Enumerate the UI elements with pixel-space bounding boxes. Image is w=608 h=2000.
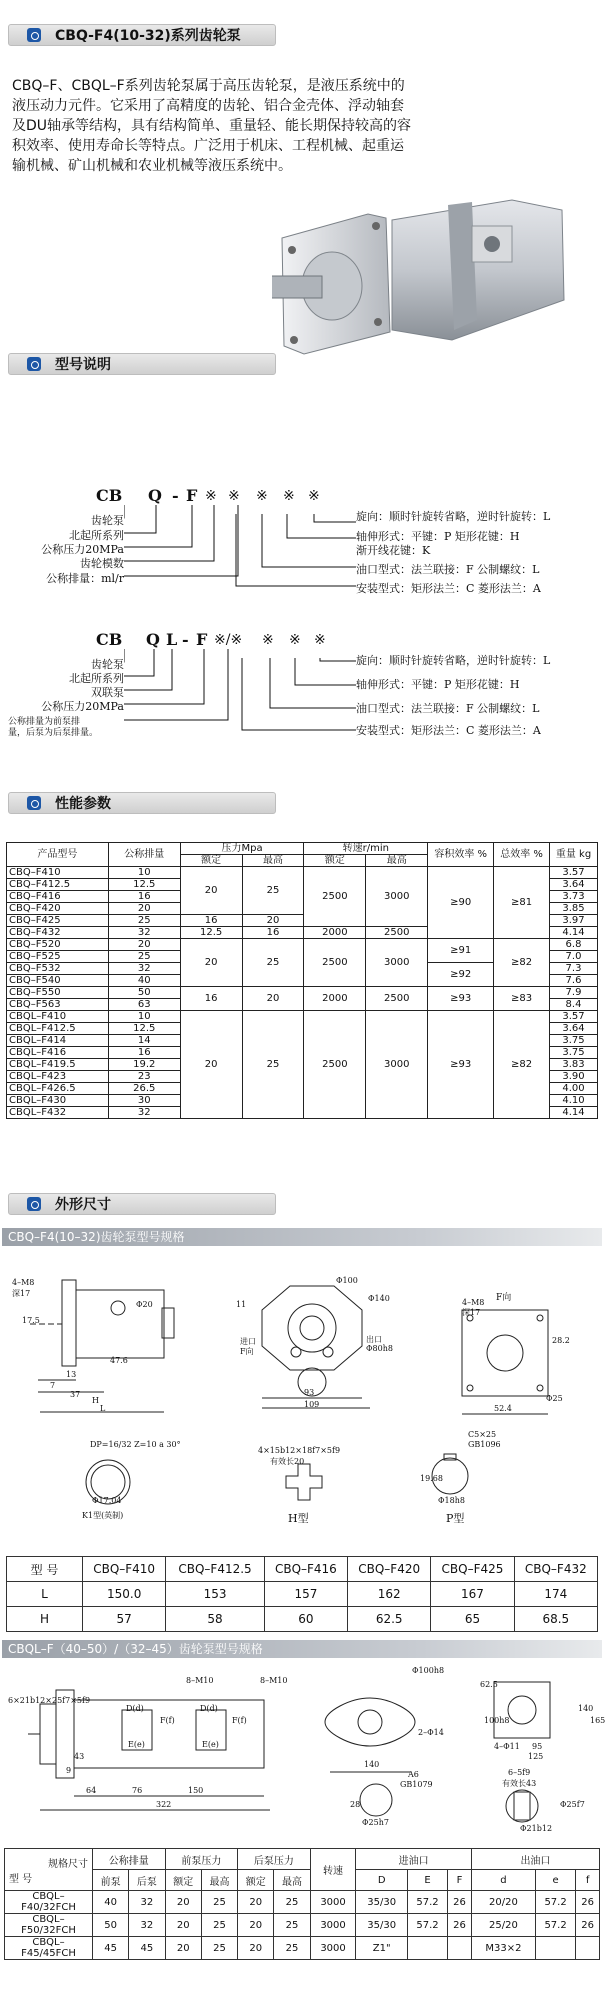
cell-h: 57 — [83, 1607, 166, 1632]
dimension-label: 9 — [66, 1766, 72, 1775]
cell-weight: 3.90 — [550, 1071, 598, 1083]
dimension-label: P型 — [446, 1512, 465, 1525]
dimension-label: 47.6 — [110, 1356, 128, 1365]
dimension-label: Φ20 — [136, 1300, 153, 1309]
section-title: CBQ-F4(10-32)系列齿轮泵 — [55, 28, 241, 44]
cell-tot: ≥82 — [494, 939, 550, 987]
dimension-label: 322 — [156, 1800, 172, 1809]
header-outlet: 出油口 — [471, 1849, 599, 1870]
dimension-label: 28.2 — [552, 1336, 570, 1345]
section-header-dimensions — [8, 1193, 276, 1215]
dimension-label: 37 — [70, 1390, 81, 1399]
cell-model: CBQL–F432 — [7, 1107, 109, 1119]
dimension-label: 140 — [364, 1760, 380, 1769]
cell-rated: 12.5 — [180, 927, 242, 939]
cell-disp: 30 — [108, 1095, 180, 1107]
header-col: CBQ–F425 — [431, 1557, 514, 1582]
header-speed: 转速 — [310, 1849, 356, 1891]
cell-l: 162 — [348, 1582, 431, 1607]
header-rear-pressure: 后泵压力 — [238, 1849, 311, 1870]
dimension-label: Φ80h8 — [366, 1344, 393, 1353]
dimension-label: Φ100h8 — [412, 1666, 445, 1675]
dimension-label: GB1079 — [400, 1780, 433, 1789]
cell-disp: 20 — [108, 903, 180, 915]
dimension-label: 93 — [304, 1388, 315, 1397]
dimension-label: F向 — [240, 1347, 254, 1356]
header-pressure: 压力Mpa — [180, 843, 304, 855]
cell-weight: 3.85 — [550, 903, 598, 915]
row-label-h: H — [7, 1607, 83, 1632]
cell-model: CBQ–F425 — [7, 915, 109, 927]
right-label: 油口型式：法兰联接：F 公制螺纹：L — [356, 702, 540, 715]
cell-weight: 4.14 — [550, 1107, 598, 1119]
cell-weight: 3.75 — [550, 1035, 598, 1047]
dimension-label: 28 — [350, 1800, 361, 1809]
code-dash: - — [182, 630, 189, 649]
cell-rated: 16 — [180, 987, 242, 1011]
cell-speed-rated: 2000 — [304, 987, 366, 1011]
cell-model: CBQ–F416 — [7, 891, 109, 903]
cell-model: CBQ–F520 — [7, 939, 109, 951]
cell-vol: ≥91 — [428, 939, 494, 963]
dimension-label: 76 — [132, 1786, 143, 1795]
cell-weight: 3.57 — [550, 1011, 598, 1023]
dimension-label: E(e) — [128, 1740, 145, 1749]
header-model: 型 号 — [7, 1557, 83, 1582]
left-label: 北起所系列 — [69, 529, 124, 542]
right-label: 安装型式：矩形法兰：C 菱形法兰：A — [356, 582, 541, 595]
code-q: Q — [146, 630, 160, 649]
left-label: 齿轮泵 — [91, 658, 124, 671]
code-x: ※ — [283, 488, 295, 504]
left-label: 量，后泵为后泵排量。 — [8, 728, 99, 738]
header-max: 最高 — [274, 1870, 310, 1891]
cell-speed-rated: 2500 — [304, 867, 366, 927]
cell-disp: 50 — [108, 987, 180, 999]
header-col: CBQ–F420 — [348, 1557, 431, 1582]
header-disp: 公称排量 — [108, 843, 180, 867]
code-lines-1 — [124, 500, 360, 590]
dimension-label: 8–M10 — [186, 1676, 214, 1685]
right-label: 旋向：顺时针旋转省略，逆时针旋转：L — [356, 654, 551, 667]
header-vol: 容积效率 % — [428, 843, 494, 867]
right-label: 安装型式：矩形法兰：C 菱形法兰：A — [356, 724, 541, 737]
cell-rated: 20 — [180, 1011, 242, 1119]
cell-max: 25 — [242, 1011, 304, 1119]
header-model: 产品型号 — [7, 843, 109, 867]
dimension-label: Φ25f7 — [560, 1800, 585, 1809]
cell-vol: ≥93 — [428, 1011, 494, 1119]
cell-rated: 16 — [180, 915, 242, 927]
cell-l: 157 — [264, 1582, 347, 1607]
dimension-label: Φ25h7 — [362, 1818, 389, 1827]
cell-max: 16 — [242, 927, 304, 939]
cell-model: CBQ–F432 — [7, 927, 109, 939]
dimension-label: 4–Φ11 — [494, 1742, 520, 1751]
header-tot: 总效率 % — [494, 843, 550, 867]
dimension-label: Φ100 — [336, 1276, 358, 1285]
dimension-drawings-2 — [0, 1660, 608, 1845]
bullet-icon — [27, 1197, 41, 1211]
bullet-icon — [27, 357, 41, 371]
dimension-label: 深17 — [12, 1289, 31, 1298]
header-col: CBQ–F412.5 — [166, 1557, 264, 1582]
cell-model: CBQL–F430 — [7, 1095, 109, 1107]
cell-weight: 6.8 — [550, 939, 598, 951]
left-label: 公称压力20MPa — [41, 700, 124, 713]
header-rear: 后泵 — [129, 1870, 165, 1891]
cell-disp: 32 — [108, 1107, 180, 1119]
cell-weight: 8.4 — [550, 999, 598, 1011]
dimension-label: 150 — [188, 1786, 204, 1795]
dimension-label: 125 — [528, 1752, 544, 1761]
dimension-label: 13 — [66, 1370, 77, 1379]
cell-weight: 3.64 — [550, 1023, 598, 1035]
right-label: 轴伸形式：平键：P 矩形花键：H — [356, 678, 520, 691]
header-e: e — [535, 1870, 575, 1891]
cell-disp: 12.5 — [108, 1023, 180, 1035]
cell-weight: 7.6 — [550, 975, 598, 987]
cell-h: 60 — [264, 1607, 347, 1632]
dimension-label: 出口 — [366, 1335, 382, 1344]
dimension-label: 有效长43 — [502, 1779, 537, 1788]
dimension-label: 165 — [590, 1716, 606, 1725]
cell-model: CBQ–F412.5 — [7, 879, 109, 891]
table-row: CBQL–F50/32FCH 50 32 20 25 20 25 3000 35/30 57.2 26 25/20 57.2 26 — [5, 1914, 600, 1937]
dimension-label: 11 — [236, 1300, 247, 1309]
header-col: CBQ–F410 — [83, 1557, 166, 1582]
cell-max: 20 — [242, 987, 304, 1011]
left-label: 公称排量：ml/r — [46, 572, 124, 585]
code-cb: CB — [96, 486, 123, 505]
dimension-label: 7 — [50, 1381, 56, 1390]
cell-speed-rated: 2500 — [304, 1011, 366, 1119]
dimension-label: A6 — [408, 1770, 419, 1779]
cell-disp: 10 — [108, 1011, 180, 1023]
cell-disp: 26.5 — [108, 1083, 180, 1095]
cell-weight: 7.9 — [550, 987, 598, 999]
cell-speed-max: 3000 — [366, 1011, 428, 1119]
section-title: 型号说明 — [55, 357, 111, 373]
right-label: 渐开线花键：K — [356, 544, 431, 557]
cell-weight: 3.83 — [550, 1059, 598, 1071]
dimension-label: 52.4 — [494, 1404, 512, 1413]
code-f: F — [186, 486, 198, 505]
row-label-l: L — [7, 1582, 83, 1607]
cell-max: 25 — [242, 939, 304, 987]
cell-speed-max: 2500 — [366, 927, 428, 939]
cell-vol: ≥90 — [428, 867, 494, 939]
cell-model: CBQ–F540 — [7, 975, 109, 987]
performance-table — [6, 842, 598, 1119]
code-x: ※/※ — [214, 632, 243, 648]
header-col: CBQ–F432 — [514, 1557, 597, 1582]
code-l: L — [166, 630, 178, 649]
dimension-label: 有效长20 — [270, 1457, 305, 1466]
right-label: 油口型式：法兰联接：F 公制螺纹：L — [356, 563, 540, 576]
left-label: 公称排量为前泵排 — [8, 717, 81, 727]
cell-disp: 12.5 — [108, 879, 180, 891]
dimension-label: Φ17.04 — [92, 1496, 122, 1505]
cell-rated: 20 — [180, 939, 242, 987]
code-q: Q — [148, 486, 162, 505]
cell-model: CBQL–F412.5 — [7, 1023, 109, 1035]
section-header-performance — [8, 792, 276, 814]
dimension-label: 6–5f9 — [508, 1768, 531, 1777]
dimension-label: Φ140 — [368, 1294, 390, 1303]
dimension-label: K1型(英制) — [82, 1511, 124, 1520]
header-disp: 公称排量 — [93, 1849, 166, 1870]
cell-max: 25 — [242, 867, 304, 915]
dimension-label: 19.68 — [420, 1474, 443, 1483]
dimension-label: Φ21b12 — [520, 1824, 553, 1833]
cell-model: CBQ–F550 — [7, 987, 109, 999]
dimension-label: 95 — [532, 1742, 543, 1751]
header-spec: 规格尺寸 型 号 — [5, 1849, 93, 1891]
cell-tot: ≥83 — [494, 987, 550, 1011]
cell-model: CBQL–F414 — [7, 1035, 109, 1047]
code-x: ※ — [205, 488, 217, 504]
code-f: F — [196, 630, 208, 649]
dimension-label: 8–M10 — [260, 1676, 288, 1685]
bullet-icon — [27, 28, 41, 42]
dimension-label: 进口 — [240, 1337, 256, 1346]
header-rated: 额定 — [304, 855, 366, 867]
header-weight: 重量 kg — [550, 843, 598, 867]
section-title: 外形尺寸 — [55, 1197, 111, 1213]
cell-model: CBQ–F420 — [7, 903, 109, 915]
cell-model: CBQ–F410 — [7, 867, 109, 879]
cell-model: CBQ–F563 — [7, 999, 109, 1011]
cell-model: CBQ–F532 — [7, 963, 109, 975]
cell-weight: 7.0 — [550, 951, 598, 963]
left-label: 齿轮模数 — [80, 557, 124, 570]
table-row: CBQL–F45/45FCH 45 45 20 25 20 25 3000 Z1" M33×2 — [5, 1937, 600, 1960]
cell-rated: 20 — [180, 867, 242, 915]
gear-pump-image — [272, 190, 582, 358]
cell-weight: 4.00 — [550, 1083, 598, 1095]
dimension-label: F向 — [496, 1293, 512, 1303]
cell-speed-max: 3000 — [366, 867, 428, 927]
header-inlet: 进油口 — [356, 1849, 471, 1870]
cell-model: CBQL–F423 — [7, 1071, 109, 1083]
code-x: ※ — [256, 488, 268, 504]
cell-disp: 19.2 — [108, 1059, 180, 1071]
cell-disp: 14 — [108, 1035, 180, 1047]
bullet-icon — [27, 796, 41, 810]
dimension-label: GB1096 — [468, 1440, 501, 1449]
cell-h: 68.5 — [514, 1607, 597, 1632]
cell-l: 150.0 — [83, 1582, 166, 1607]
dimension-label: E(e) — [202, 1740, 219, 1749]
cell-disp: 16 — [108, 891, 180, 903]
cell-model: CBQL–F419.5 — [7, 1059, 109, 1071]
dimension-label: C5×25 — [468, 1430, 497, 1439]
dimension-label: 4–M8 — [462, 1298, 485, 1307]
cell-weight: 4.10 — [550, 1095, 598, 1107]
cell-disp: 10 — [108, 867, 180, 879]
cell-l: 167 — [431, 1582, 514, 1607]
dimension-label: 43 — [74, 1752, 85, 1761]
cell-h: 62.5 — [348, 1607, 431, 1632]
cell-weight: 3.64 — [550, 879, 598, 891]
cell-disp: 63 — [108, 999, 180, 1011]
dimension-table-1 — [6, 1556, 598, 1632]
header-rated: 额定 — [180, 855, 242, 867]
cell-disp: 25 — [108, 951, 180, 963]
section-header-product — [8, 24, 276, 46]
header-E: E — [407, 1870, 447, 1891]
dimension-label: 100h8 — [484, 1716, 510, 1725]
header-d: d — [471, 1870, 535, 1891]
dimension-label: 4–M8 — [12, 1278, 35, 1287]
cell-model: CBQL–F410 — [7, 1011, 109, 1023]
dimension-label: D(d) — [126, 1704, 144, 1713]
dimension-label: H型 — [288, 1512, 309, 1525]
header-front-pressure: 前泵压力 — [165, 1849, 238, 1870]
dimension-label: 64 — [86, 1786, 97, 1795]
section-header-model — [8, 353, 276, 375]
code-x: ※ — [262, 632, 274, 648]
code-x: ※ — [308, 488, 320, 504]
cell-h: 65 — [431, 1607, 514, 1632]
dimension-label: DP=16/32 Z=10 a 30° — [90, 1440, 181, 1449]
dimension-label: 4×15b12×18f7×5f9 — [258, 1446, 341, 1455]
header-D: D — [356, 1870, 408, 1891]
cell-disp: 23 — [108, 1071, 180, 1083]
header-F: F — [448, 1870, 472, 1891]
cell-weight: 4.14 — [550, 927, 598, 939]
dimension-label: F(f) — [232, 1716, 247, 1725]
cell-weight: 3.73 — [550, 891, 598, 903]
code-lines-2 — [124, 644, 360, 734]
cell-speed-max: 3000 — [366, 939, 428, 987]
cell-speed-rated: 2000 — [304, 927, 366, 939]
cell-l: 174 — [514, 1582, 597, 1607]
cell-tot: ≥82 — [494, 1011, 550, 1119]
cell-model: CBQ–F525 — [7, 951, 109, 963]
dimension-label: Φ18h8 — [438, 1496, 465, 1505]
right-label: 轴伸形式：平键：P 矩形花键：H — [356, 530, 520, 543]
cell-weight: 3.57 — [550, 867, 598, 879]
dimension-table-2 — [4, 1848, 600, 1960]
dimension-label: 140 — [578, 1704, 594, 1713]
code-cb: CB — [96, 630, 123, 649]
dimension-label: 17.5 — [22, 1316, 40, 1325]
left-label: 北起所系列 — [69, 672, 124, 685]
left-label: 公称压力20MPa — [41, 543, 124, 556]
header-speed: 转速r/min — [304, 843, 428, 855]
header-max: 最高 — [242, 855, 304, 867]
dimension-label: 62.5 — [480, 1680, 498, 1689]
subsection-bar-1: CBQ–F4(10–32)齿轮泵型号规格 — [2, 1228, 602, 1246]
cell-disp: 25 — [108, 915, 180, 927]
right-label: 旋向：顺时针旋转省略，逆时针旋转：L — [356, 510, 551, 523]
cell-weight: 3.75 — [550, 1047, 598, 1059]
header-col: CBQ–F416 — [264, 1557, 347, 1582]
cell-speed-max: 2500 — [366, 987, 428, 1011]
dimension-label: 2–Φ14 — [418, 1728, 444, 1737]
section-title: 性能参数 — [55, 796, 111, 812]
header-f: f — [576, 1870, 600, 1891]
dimension-label: D(d) — [200, 1704, 218, 1713]
code-x: ※ — [228, 488, 240, 504]
dimension-label: 深17 — [462, 1308, 481, 1317]
cell-vol: ≥93 — [428, 987, 494, 1011]
cell-speed-rated: 2500 — [304, 939, 366, 987]
header-rated: 额定 — [238, 1870, 274, 1891]
cell-disp: 20 — [108, 939, 180, 951]
cell-vol: ≥92 — [428, 963, 494, 987]
cell-model: CBQL–F426.5 — [7, 1083, 109, 1095]
cell-tot: ≥81 — [494, 867, 550, 939]
dimension-label: L — [100, 1404, 106, 1413]
cell-model: CBQL–F416 — [7, 1047, 109, 1059]
cell-max: 20 — [242, 915, 304, 927]
intro-text: CBQ–F、CBQL–F系列齿轮泵属于高压齿轮泵，是液压系统中的液压动力元件。它采用了高精度的齿轮、铝合金壳体、浮动轴套及DU轴承等结构，具有结构简单、重量轻、能长期保持较高的容积效率、使用寿命长等特点。广泛用于机床、工程机械、起重运输机械、矿山机械和农业机械等液压系统中。 — [12, 78, 412, 174]
cell-disp: 32 — [108, 963, 180, 975]
cell-disp: 16 — [108, 1047, 180, 1059]
dimension-label: Φ25 — [546, 1394, 563, 1403]
cell-weight: 7.3 — [550, 963, 598, 975]
left-label: 双联泵 — [91, 686, 124, 699]
code-x: ※ — [289, 632, 301, 648]
dimension-label: 109 — [304, 1400, 320, 1409]
dimension-label: 6×21b12×25f7×5f9 — [8, 1696, 91, 1705]
subsection-bar-2: CBQL–F（40–50）/（32–45）齿轮泵型号规格 — [2, 1640, 602, 1658]
cell-disp: 40 — [108, 975, 180, 987]
header-max: 最高 — [201, 1870, 237, 1891]
header-rated: 额定 — [165, 1870, 201, 1891]
cell-l: 153 — [166, 1582, 264, 1607]
code-x: ※ — [314, 632, 326, 648]
cell-weight: 3.97 — [550, 915, 598, 927]
table-row: CBQL–F40/32FCH 40 32 20 25 20 25 3000 35/30 57.2 26 20/20 57.2 26 — [5, 1891, 600, 1914]
code-dash: - — [172, 486, 179, 505]
cell-h: 58 — [166, 1607, 264, 1632]
cell-disp: 32 — [108, 927, 180, 939]
left-label: 齿轮泵 — [91, 514, 124, 527]
header-front: 前泵 — [93, 1870, 129, 1891]
dimension-label: H — [92, 1396, 99, 1405]
header-max: 最高 — [366, 855, 428, 867]
dimension-label: F(f) — [160, 1716, 175, 1725]
